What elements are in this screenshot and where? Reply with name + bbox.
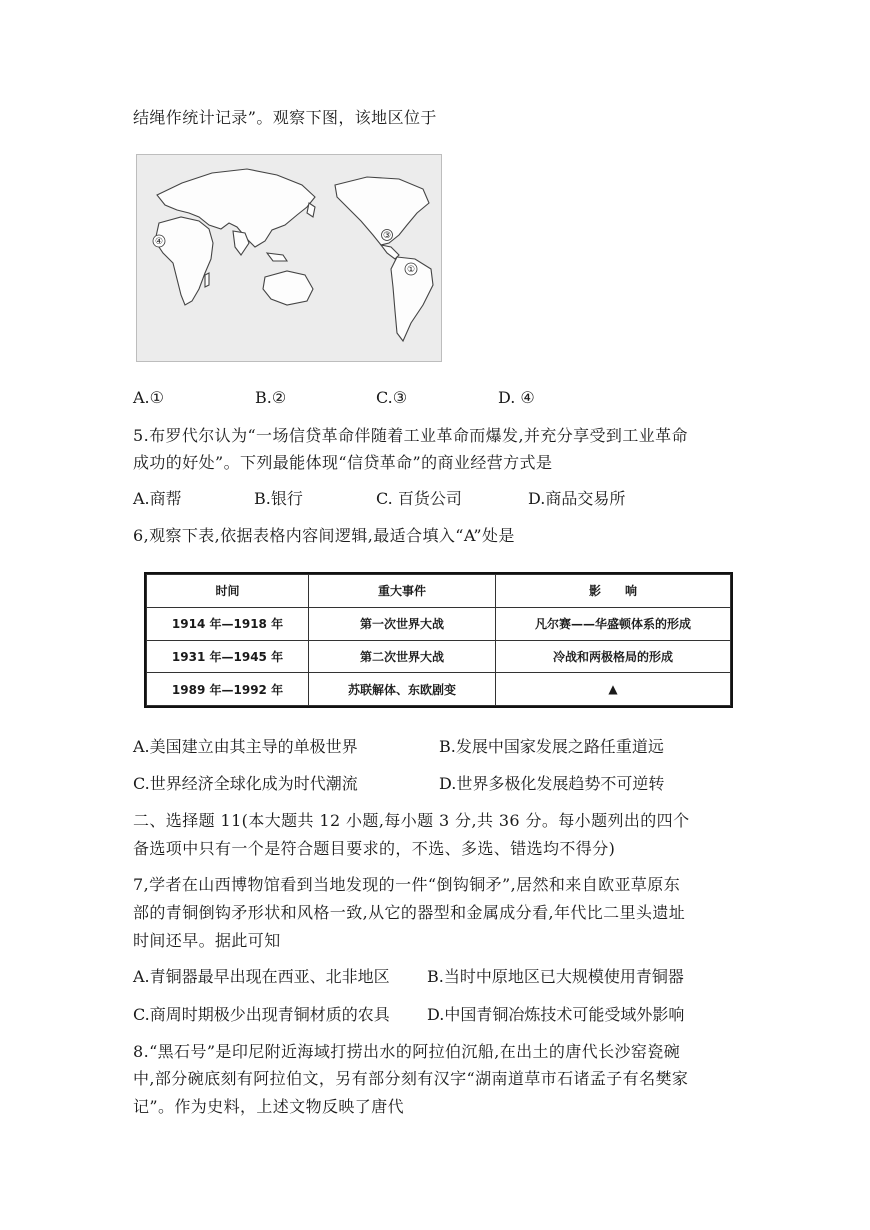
- q6-table: [144, 572, 733, 708]
- q6-option-b: B.发展中国家发展之路任重道远: [439, 737, 664, 756]
- q8-stem-line2: 中,部分碗底刻有阿拉伯文，另有部分刻有汉字“湖南道草市石诸孟子有名樊家: [133, 1069, 689, 1088]
- q4-stem: 结绳作统计记录”。观察下图，该地区位于: [133, 108, 437, 127]
- world-map: [136, 154, 442, 362]
- q4-option-c: C.③: [376, 388, 408, 407]
- q7-option-a: A.青铜器最早出现在西亚、北非地区: [133, 967, 390, 986]
- q4-option-b: B.②: [255, 388, 287, 407]
- table-row: [147, 640, 731, 673]
- q5-option-d: D.商品交易所: [528, 489, 626, 508]
- table-cell: 苏联解体、东欧剧变: [309, 673, 496, 706]
- q6-option-a: A.美国建立由其主导的单极世界: [133, 737, 358, 756]
- map-marker-1: ①: [406, 265, 416, 275]
- q7-option-b: B.当时中原地区已大规模使用青铜器: [427, 967, 684, 986]
- map-marker-3: ③: [382, 231, 392, 241]
- table-cell: ▲: [496, 673, 731, 706]
- q5-stem-line2: 成功的好处”。下列最能体现“信贷革命”的商业经营方式是: [133, 453, 553, 472]
- q6-option-c: C.世界经济全球化成为时代潮流: [133, 774, 358, 793]
- table-cell: 凡尔赛——华盛顿体系的形成: [496, 607, 731, 640]
- q6-stem: 6,观察下表,依据表格内容间逻辑,最适合填入“A”处是: [133, 526, 515, 545]
- map-marker-4: ④: [154, 237, 164, 247]
- q5-option-c: C. 百货公司: [376, 489, 462, 508]
- q7-option-c: C.商周时期极少出现青铜材质的农具: [133, 1005, 390, 1024]
- q8-stem-line1: 8.“黑石号”是印尼附近海域打捞出水的阿拉伯沉船,在出土的唐代长沙窑瓷碗: [133, 1042, 681, 1061]
- q4-option-d: D. ④: [498, 388, 535, 407]
- section-2-title-line1: 二、选择题 11(本大题共 12 小题,每小题 3 分,共 36 分。每小题列出的四个: [133, 811, 690, 830]
- table-header: 重大事件: [309, 575, 496, 608]
- table-cell: 1914 年—1918 年: [147, 607, 309, 640]
- table-cell: 第一次世界大战: [309, 607, 496, 640]
- table-header-row: [147, 575, 731, 608]
- table-row: [147, 673, 731, 706]
- table-cell: 第二次世界大战: [309, 640, 496, 673]
- table-cell: 1989 年—1992 年: [147, 673, 309, 706]
- world-map-drawing: [137, 155, 441, 361]
- q5-stem-line1: 5.布罗代尔认为“一场信贷革命伴随着工业革命而爆发,并充分享受到工业革命: [133, 426, 688, 445]
- q7-option-d: D.中国青铜冶炼技术可能受域外影响: [427, 1005, 685, 1024]
- q7-stem-line1: 7,学者在山西博物馆看到当地发现的一件“倒钩铜矛”,居然和来自欧亚草原东: [133, 875, 681, 894]
- table-row: [147, 607, 731, 640]
- q7-stem-line3: 时间还早。据此可知: [133, 931, 281, 950]
- section-2-title-line2: 备选项中只有一个是符合题目要求的，不选、多选、错选均不得分): [133, 839, 616, 858]
- table-cell: 冷战和两极格局的形成: [496, 640, 731, 673]
- q5-option-a: A.商帮: [133, 489, 182, 508]
- q4-option-a: A.①: [133, 388, 164, 407]
- table-header: 时间: [147, 575, 309, 608]
- q6-option-d: D.世界多极化发展趋势不可逆转: [439, 774, 665, 793]
- q7-stem-line2: 部的青铜倒钩矛形状和风格一致,从它的器型和金属成分看,年代比二里头遗址: [133, 903, 686, 922]
- table-cell: 1931 年—1945 年: [147, 640, 309, 673]
- table-header: 影 响: [496, 575, 731, 608]
- q5-option-b: B.银行: [254, 489, 303, 508]
- q8-stem-line3: 记”。作为史料，上述文物反映了唐代: [133, 1097, 404, 1116]
